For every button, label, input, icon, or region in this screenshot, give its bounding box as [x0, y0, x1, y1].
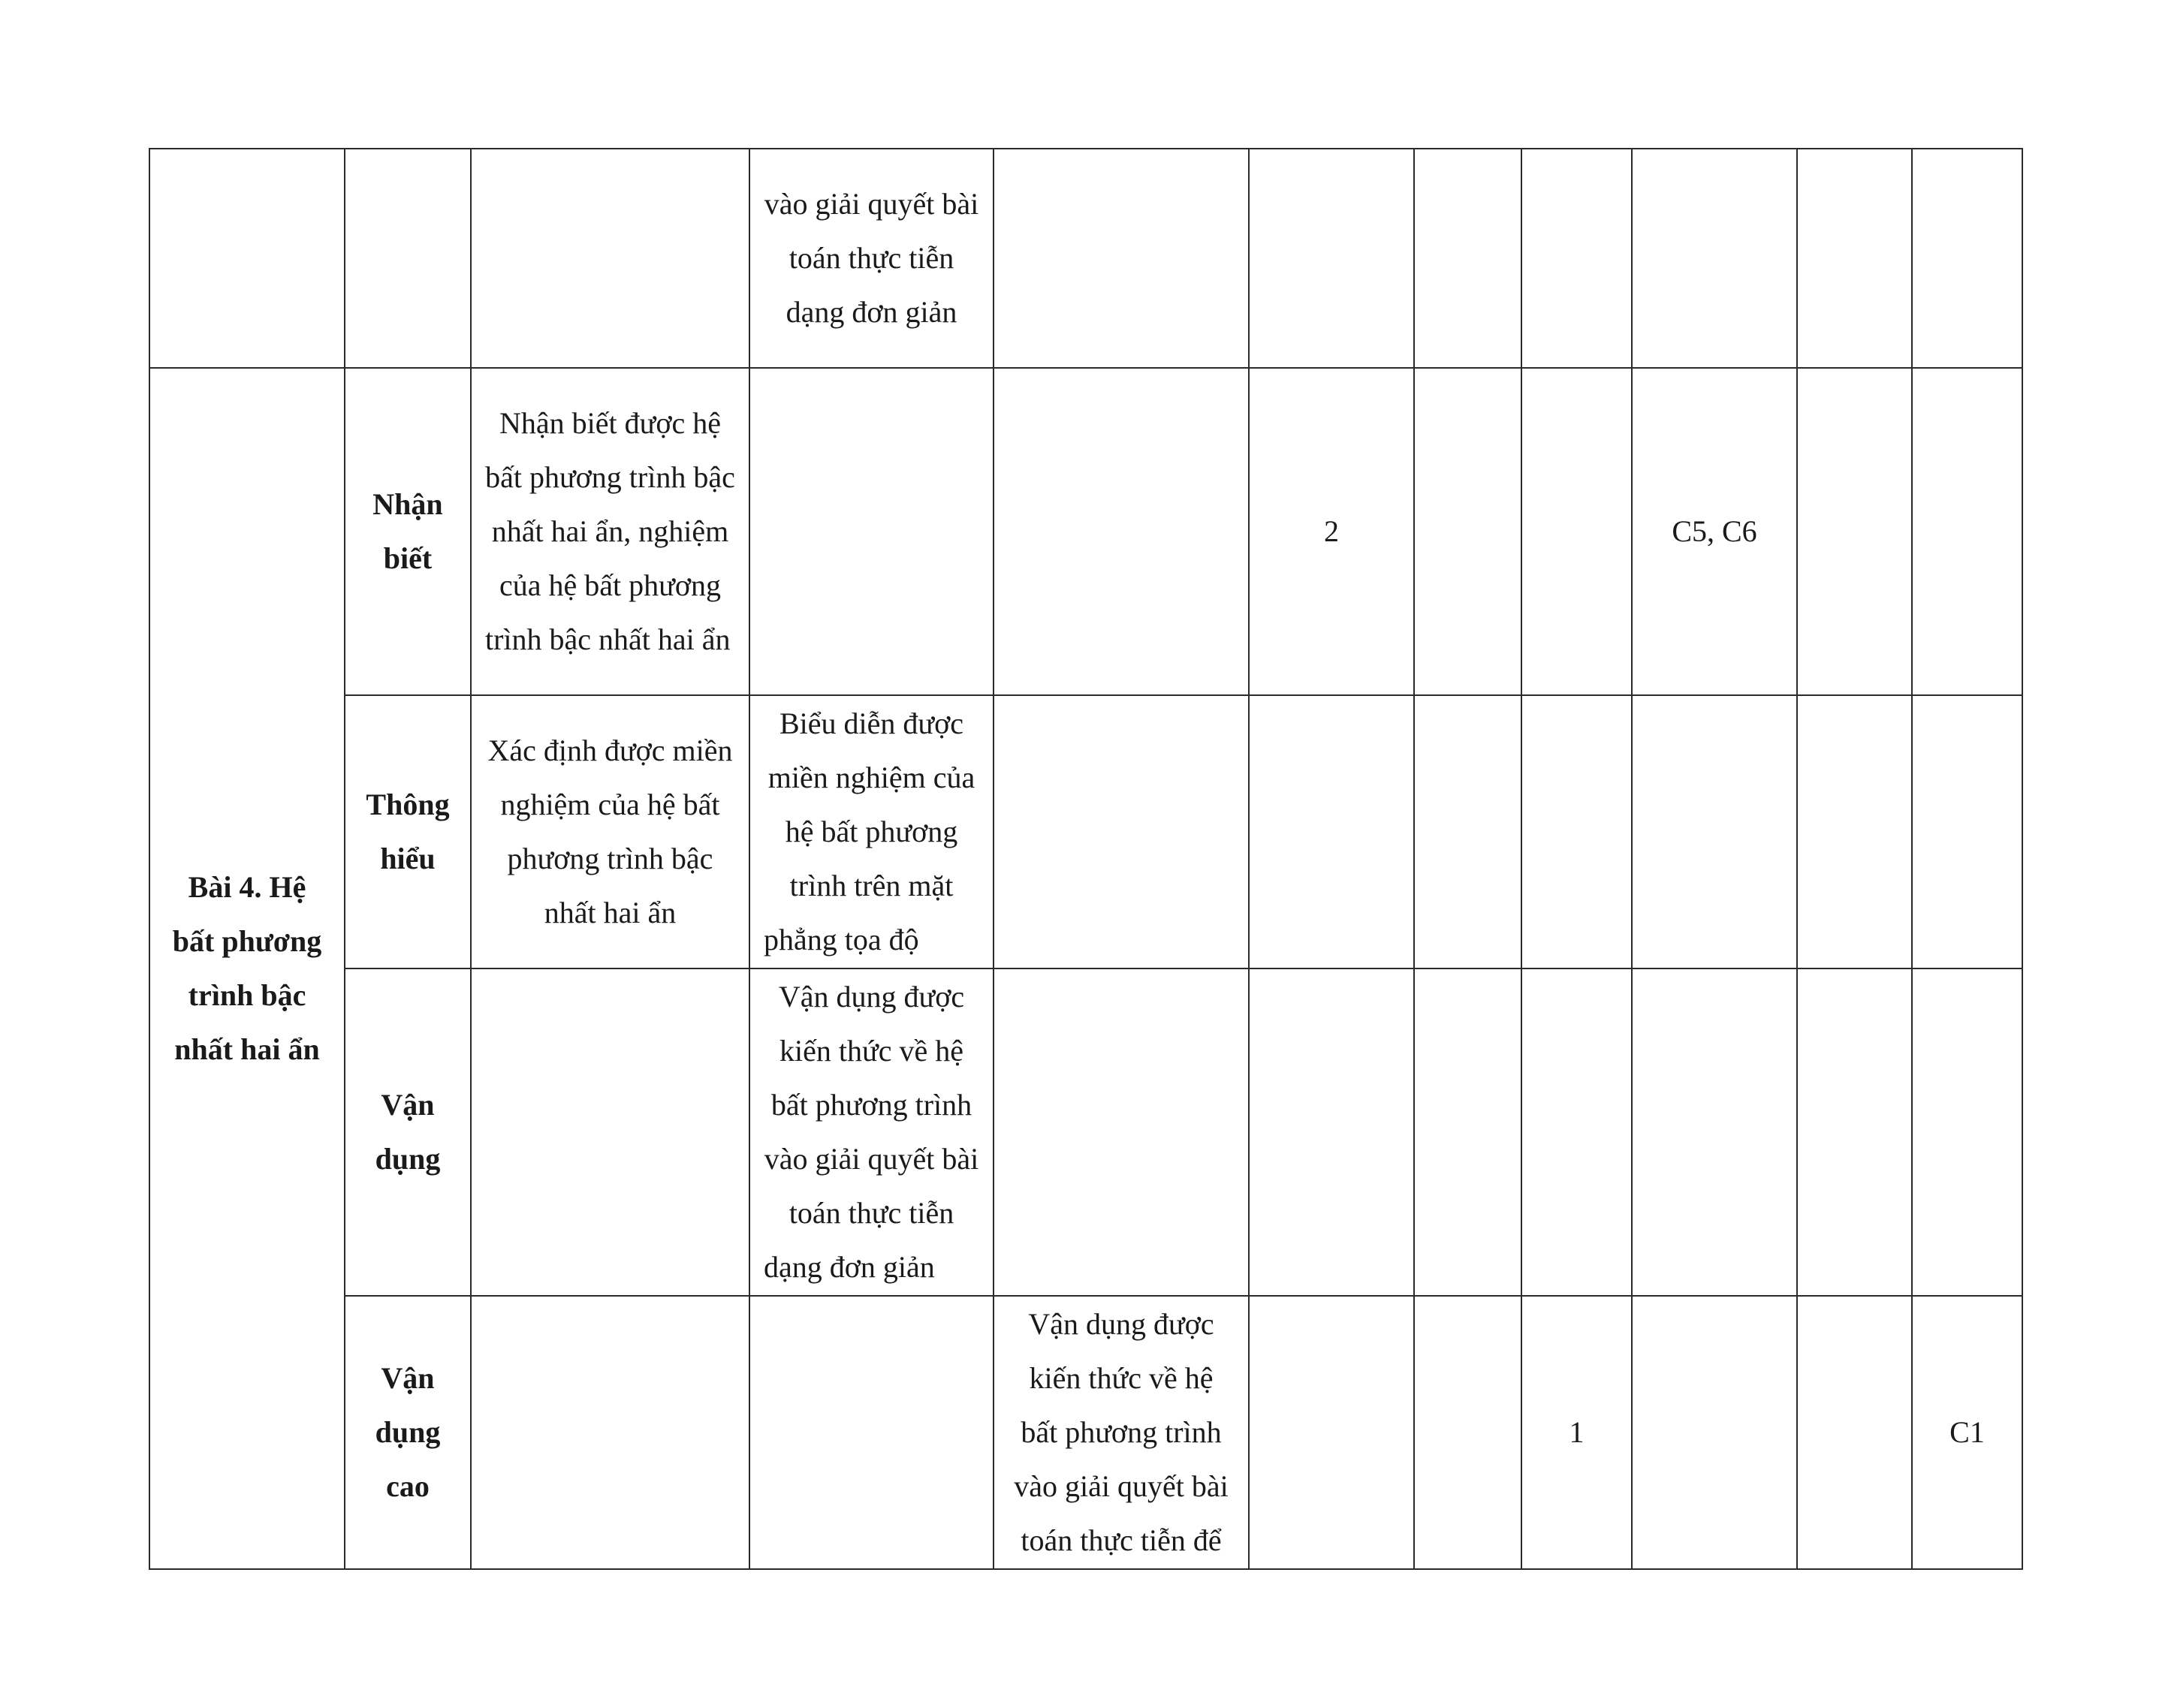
- cell-empty: [1797, 149, 1912, 368]
- cell-empty: [1414, 149, 1521, 368]
- nhan-biet-description: Nhận biết được hệ bất phương trình bậc nhất hai ẩn, nghiệm của hệ bất phương trình bậc nhất hai ẩn: [471, 368, 749, 695]
- level-label: Nhận biết: [345, 368, 471, 695]
- cell-empty: [1249, 149, 1414, 368]
- question-matrix-table: [149, 148, 2023, 1570]
- cell-empty: [994, 968, 1249, 1296]
- cell-empty: [1632, 1296, 1797, 1569]
- table-row-continuation: [149, 149, 2022, 368]
- table-row-van-dung: [149, 968, 2022, 1296]
- cell-empty: [471, 968, 749, 1296]
- cell-empty: [749, 1296, 994, 1569]
- cell-empty: [1797, 368, 1912, 695]
- cell-empty: [1414, 695, 1521, 968]
- table-row-nhan-biet: [149, 368, 2022, 695]
- cell-empty: [1521, 695, 1632, 968]
- cell-empty: [1632, 695, 1797, 968]
- cell-empty: [994, 368, 1249, 695]
- level-label: Vận dụng: [345, 968, 471, 1296]
- cell-empty: [1414, 1296, 1521, 1569]
- cell-continuation-text: vào giải quyết bài toán thực tiễn dạng đơn giản: [749, 149, 994, 368]
- cell-empty: [1521, 968, 1632, 1296]
- cell-empty: [1521, 368, 1632, 695]
- table-row-van-dung-cao: [149, 1296, 2022, 1569]
- level-label: Vận dụng cao: [345, 1296, 471, 1569]
- cell-empty: [1249, 1296, 1414, 1569]
- cell-empty: [1249, 695, 1414, 968]
- thong-hieu-description: Vận dụng được kiến thức về hệ bất phương trình vào giải quyết bài toán thực tiễn dạng đơn giản: [749, 968, 994, 1296]
- question-count-tn: 2: [1249, 368, 1414, 695]
- cell-empty: [1632, 149, 1797, 368]
- cell-empty: [749, 368, 994, 695]
- cell-empty: [1632, 968, 1797, 1296]
- cell-empty: [1912, 368, 2022, 695]
- thong-hieu-description: Biểu diễn được miền nghiệm của hệ bất phương trình trên mặt phẳng tọa độ: [749, 695, 994, 968]
- cell-empty: [1249, 968, 1414, 1296]
- van-dung-description: Vận dụng được kiến thức về hệ bất phương trình vào giải quyết bài toán thực tiễn để: [994, 1296, 1249, 1569]
- cell-empty: [471, 1296, 749, 1569]
- cell-empty: [1521, 149, 1632, 368]
- cell-empty: [1414, 968, 1521, 1296]
- cell-empty: [1797, 968, 1912, 1296]
- cell-empty: [345, 149, 471, 368]
- question-ids-tl: C1: [1912, 1296, 2022, 1569]
- cell-empty: [1797, 695, 1912, 968]
- question-count-tl: 1: [1521, 1296, 1632, 1569]
- question-ids-tn: C5, C6: [1632, 368, 1797, 695]
- cell-empty: [994, 695, 1249, 968]
- cell-empty: [1912, 149, 2022, 368]
- cell-empty: [471, 149, 749, 368]
- cell-empty: [994, 149, 1249, 368]
- table-row-thong-hieu: [149, 695, 2022, 968]
- cell-empty: [1414, 368, 1521, 695]
- nhan-biet-description: Xác định được miền nghiệm của hệ bất phương trình bậc nhất hai ẩn: [471, 695, 749, 968]
- level-label: Thông hiểu: [345, 695, 471, 968]
- cell-empty: [1912, 968, 2022, 1296]
- cell-empty: [1912, 695, 2022, 968]
- cell-empty: [149, 149, 345, 368]
- cell-empty: [1797, 1296, 1912, 1569]
- lesson-title-cell: Bài 4. Hệ bất phương trình bậc nhất hai ẩn: [149, 368, 345, 1569]
